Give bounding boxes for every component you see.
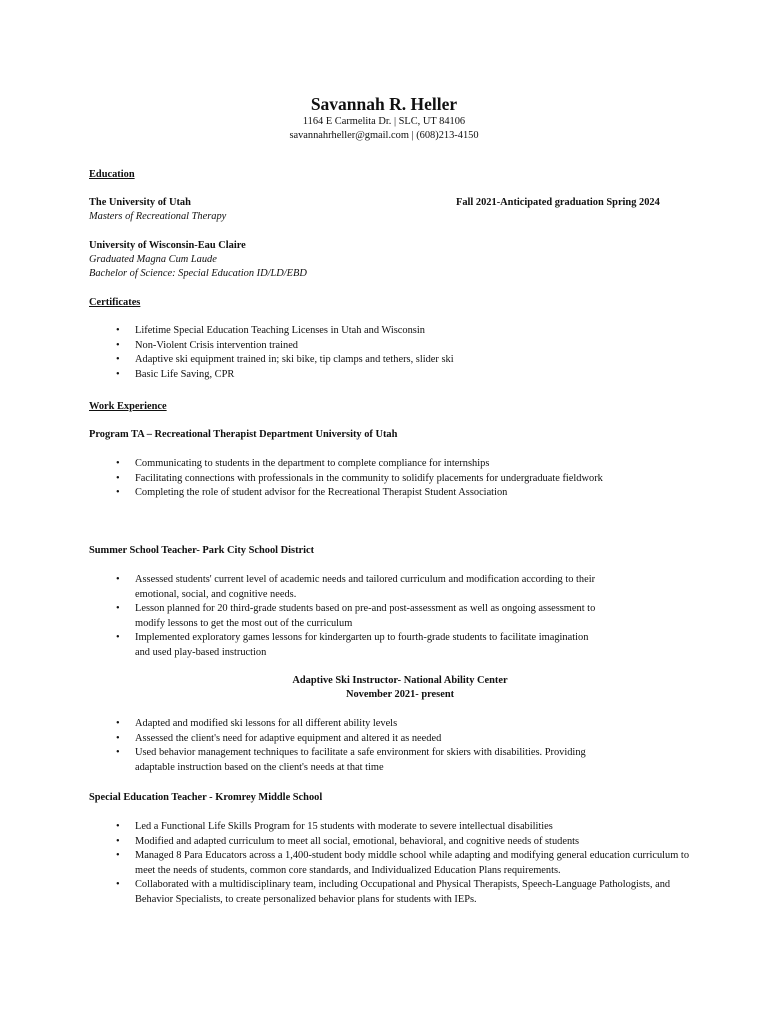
job-bullets [89, 573, 605, 661]
list-item: • Lifetime Special Education Teaching Licenses in Utah and Wisconsin [89, 324, 605, 339]
list-item: • Adapted and modified ski lessons for all different ability levels [89, 717, 605, 732]
honors: Graduated Magna Cum Laude [89, 254, 217, 265]
job-bullets [89, 820, 695, 908]
list-item: • Managed 8 Para Educators across a 1,400-student body middle school while adapting and modifying general education curriculum to meet the needs of students, common core standards, and Individualized Education Plans requirements. [89, 849, 695, 878]
school-dates: Fall 2021-Anticipated graduation Spring 2024 [456, 197, 660, 208]
work-heading: Work Experience [89, 401, 167, 412]
job-bullets [89, 717, 605, 775]
job-dates: November 2021- present [345, 689, 455, 700]
list-item: • Adaptive ski equipment trained in; ski bike, tip clamps and tethers, slider ski [89, 353, 605, 368]
list-item: • Used behavior management techniques to facilitate a safe environment for skiers with disabilities. Providing adaptable instruction based on the client's needs at that time [89, 746, 605, 775]
list-item: • Assessed the client's need for adaptive equipment and altered it as needed [89, 732, 605, 747]
degree: Bachelor of Science: Special Education ID/LD/EBD [89, 268, 307, 279]
list-item: • Implemented exploratory games lessons for kindergarten up to fourth-grade students to facilitate imagination and used play-based instruction [89, 631, 605, 660]
address-line: 1164 E Carmelita Dr. | SLC, UT 84106 [302, 116, 466, 127]
job-title: Adaptive Ski Instructor- National Ability Center [292, 675, 508, 686]
school-name: The University of Utah [89, 197, 191, 208]
list-item: • Led a Functional Life Skills Program for 15 students with moderate to severe intellectual disabilities [89, 820, 695, 835]
list-item: • Basic Life Saving, CPR [89, 368, 605, 383]
list-item: • Non-Violent Crisis intervention trained [89, 339, 605, 354]
certificates-heading: Certificates [89, 297, 141, 308]
list-item: • Completing the role of student advisor for the Recreational Therapist Student Association [89, 486, 605, 501]
list-item: • Communicating to students in the department to complete compliance for internships [89, 457, 605, 472]
resume-name: Savannah R. Heller [310, 94, 458, 114]
list-item: • Collaborated with a multidisciplinary team, including Occupational and Physical Therapists, Speech-Language Pathologists, and Behavior Specialists, to create personalized behavior plans for students with IEPs. [89, 878, 695, 907]
list-item: • Assessed students' current level of academic needs and tailored curriculum and modification according to their emotional, social, and cognitive needs. [89, 573, 605, 602]
education-heading: Education [89, 169, 135, 180]
school-name: University of Wisconsin-Eau Claire [89, 240, 246, 251]
job-title: Special Education Teacher - Kromrey Middle School [89, 792, 323, 803]
contact-line: savannahrheller@gmail.com | (608)213-4150 [289, 130, 479, 141]
certificates-list [89, 324, 605, 382]
job-title: Summer School Teacher- Park City School District [89, 545, 315, 556]
job-title: Program TA – Recreational Therapist Department University of Utah [89, 429, 398, 440]
list-item: • Lesson planned for 20 third-grade students based on pre-and post-assessment as well as ongoing assessment to modify lessons to get the most out of the curriculum [89, 602, 605, 631]
list-item: • Facilitating connections with professionals in the community to solidify placements for undergraduate fieldwork [89, 472, 605, 487]
job-bullets [89, 457, 605, 501]
degree: Masters of Recreational Therapy [89, 211, 227, 222]
list-item: • Modified and adapted curriculum to meet all social, emotional, behavioral, and cognitive needs of students [89, 835, 695, 850]
